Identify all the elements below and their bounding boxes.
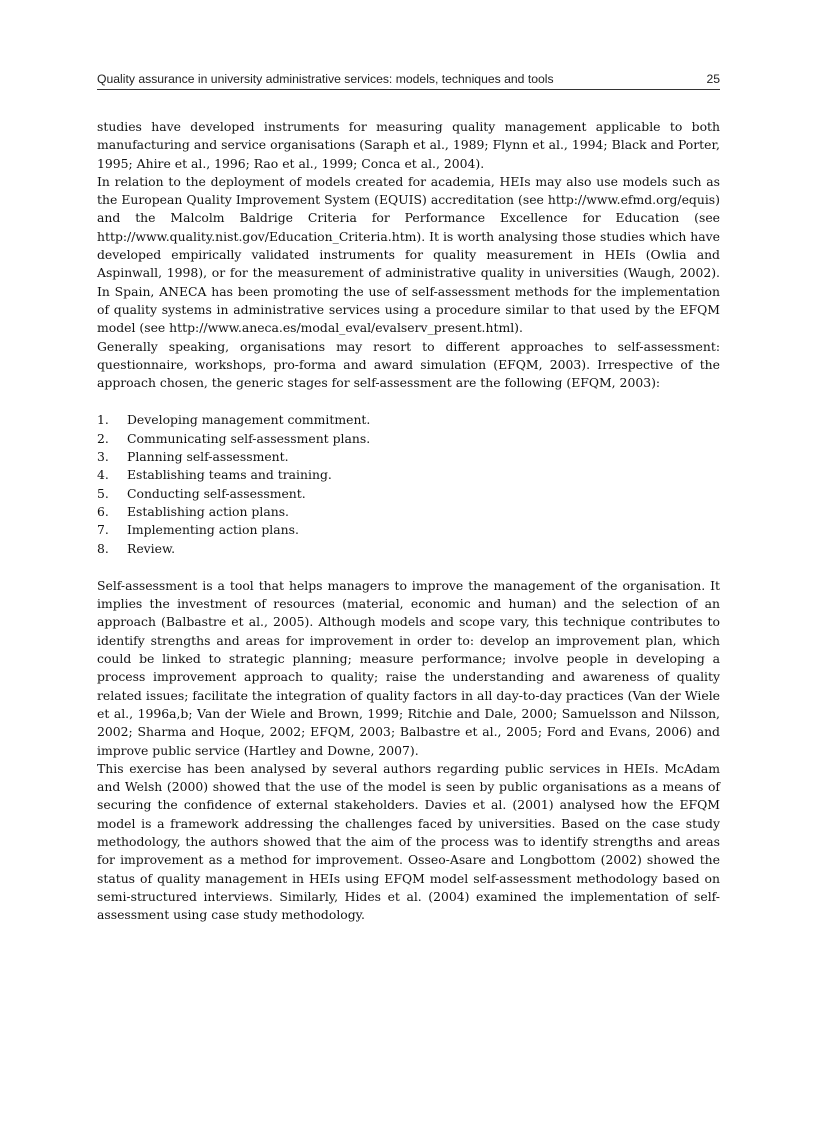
paragraph: Self-assessment is a tool that helps managers to improve the management of the organisation. It implies the investment of resources (material, economic and human) and the selection of an approach (Balbastre et al., 2005). Although models and scope vary, this technique contributes to identify strengths and areas for improvement in order to: develop an improvement plan, which could be linked to strategic planning; measure performance; involve people in developing a process improvement approach to quality; raise the understanding and awareness of quality related issues; facilitate the integration of quality factors in all day-to-day practices (Van der Wiele et al., 1996a,b; Van der Wiele and Brown, 1999; Ritchie and Dale, 2000; Samuelsson and Nilsson, 2002; Sharma and Hoque, 2002; EFQM, 2003; Balbastre et al., 2005; Ford and Evans, 2006) and improve public service (Hartley and Downe, 2007). bbox=[97, 577, 720, 758]
list-item-text: Planning self-assessment. bbox=[127, 449, 289, 465]
list-item-text: Developing management commitment. bbox=[127, 412, 371, 428]
list-item-number: 3. bbox=[97, 449, 109, 465]
list-item-text: Conducting self-assessment. bbox=[127, 485, 306, 501]
spacer bbox=[97, 558, 720, 577]
body-text bbox=[97, 118, 720, 924]
list-item-number: 6. bbox=[97, 503, 109, 519]
page-number: 25 bbox=[706, 72, 720, 86]
list-item-text: Implementing action plans. bbox=[127, 522, 299, 538]
list-item-number: 1. bbox=[97, 412, 109, 428]
paragraph: In relation to the deployment of models created for academia, HEIs may also use models such as the European Quality Improvement System (EQUIS) accreditation (see http://www.efmd.org/equis) and the Malcolm Baldrige Criteria for Performance Excellence for Education (see http://www.quality.nist.gov/Education_Criteria.htm). It is worth analysing those studies which have developed empirically validated instruments for quality measurement in HEIs (Owlia and Aspinwall, 1998), or for the measurement of administrative quality in universities (Waugh, 2002). In Spain, ANECA has been promoting the use of self-assessment methods for the implementation of quality systems in administrative services using a procedure similar to that used by the EFQM model (see http://www.aneca.es/modal_eval/evalserv_present.html). bbox=[97, 173, 720, 336]
paragraph: Generally speaking, organisations may resort to different approaches to self-assessment: questionnaire, workshops, pro-forma and award simulation (EFQM, 2003). Irrespective of the approach chosen, the generic stages for self-assessment are the following (EFQM, 2003): bbox=[97, 338, 720, 391]
list-item-text: Establishing teams and training. bbox=[127, 467, 332, 483]
spacer bbox=[97, 392, 720, 411]
list-item-number: 5. bbox=[97, 485, 109, 501]
list-item bbox=[97, 448, 720, 466]
paragraph: studies have developed instruments for measuring quality management applicable to both manufacturing and service organisations (Saraph et al., 1989; Flynn et al., 1994; Black and Porter, 1995; Ahire et al., 1996; Rao et al., 1999; Conca et al., 2004). bbox=[97, 119, 720, 171]
list-item-number: 4. bbox=[97, 467, 109, 483]
list-item-text: Establishing action plans. bbox=[127, 503, 289, 519]
list-item-number: 8. bbox=[97, 540, 109, 556]
list-item bbox=[97, 430, 720, 448]
list-item-number: 2. bbox=[97, 430, 109, 446]
list-item bbox=[97, 466, 720, 484]
running-header bbox=[97, 72, 720, 86]
list-item bbox=[97, 521, 720, 539]
list-item bbox=[97, 540, 720, 558]
list-item bbox=[97, 411, 720, 429]
self-assessment-stages-list bbox=[97, 411, 720, 557]
list-item-number: 7. bbox=[97, 522, 109, 538]
paragraph: This exercise has been analysed by several authors regarding public services in HEIs. McAdam and Welsh (2000) showed that the use of the model is seen by public organisations as a means of securing the confidence of external stakeholders. Davies et al. (2001) analysed how the EFQM model is a framework addressing the challenges faced by universities. Based on the case study methodology, the authors showed that the aim of the process was to identify strengths and areas for improvement as a method for improvement. Osseo-Asare and Longbottom (2002) showed the status of quality management in HEIs using EFQM model self-assessment methodology based on semi-structured interviews. Similarly, Hides et al. (2004) examined the implementation of self-assessment using case study methodology. bbox=[97, 760, 720, 923]
list-item-text: Communicating self-assessment plans. bbox=[127, 430, 371, 446]
running-title: Quality assurance in university administrative services: models, techniques and tools bbox=[97, 72, 554, 86]
list-item bbox=[97, 503, 720, 521]
list-item bbox=[97, 485, 720, 503]
list-item-text: Review. bbox=[127, 540, 176, 556]
header-rule bbox=[97, 89, 720, 90]
